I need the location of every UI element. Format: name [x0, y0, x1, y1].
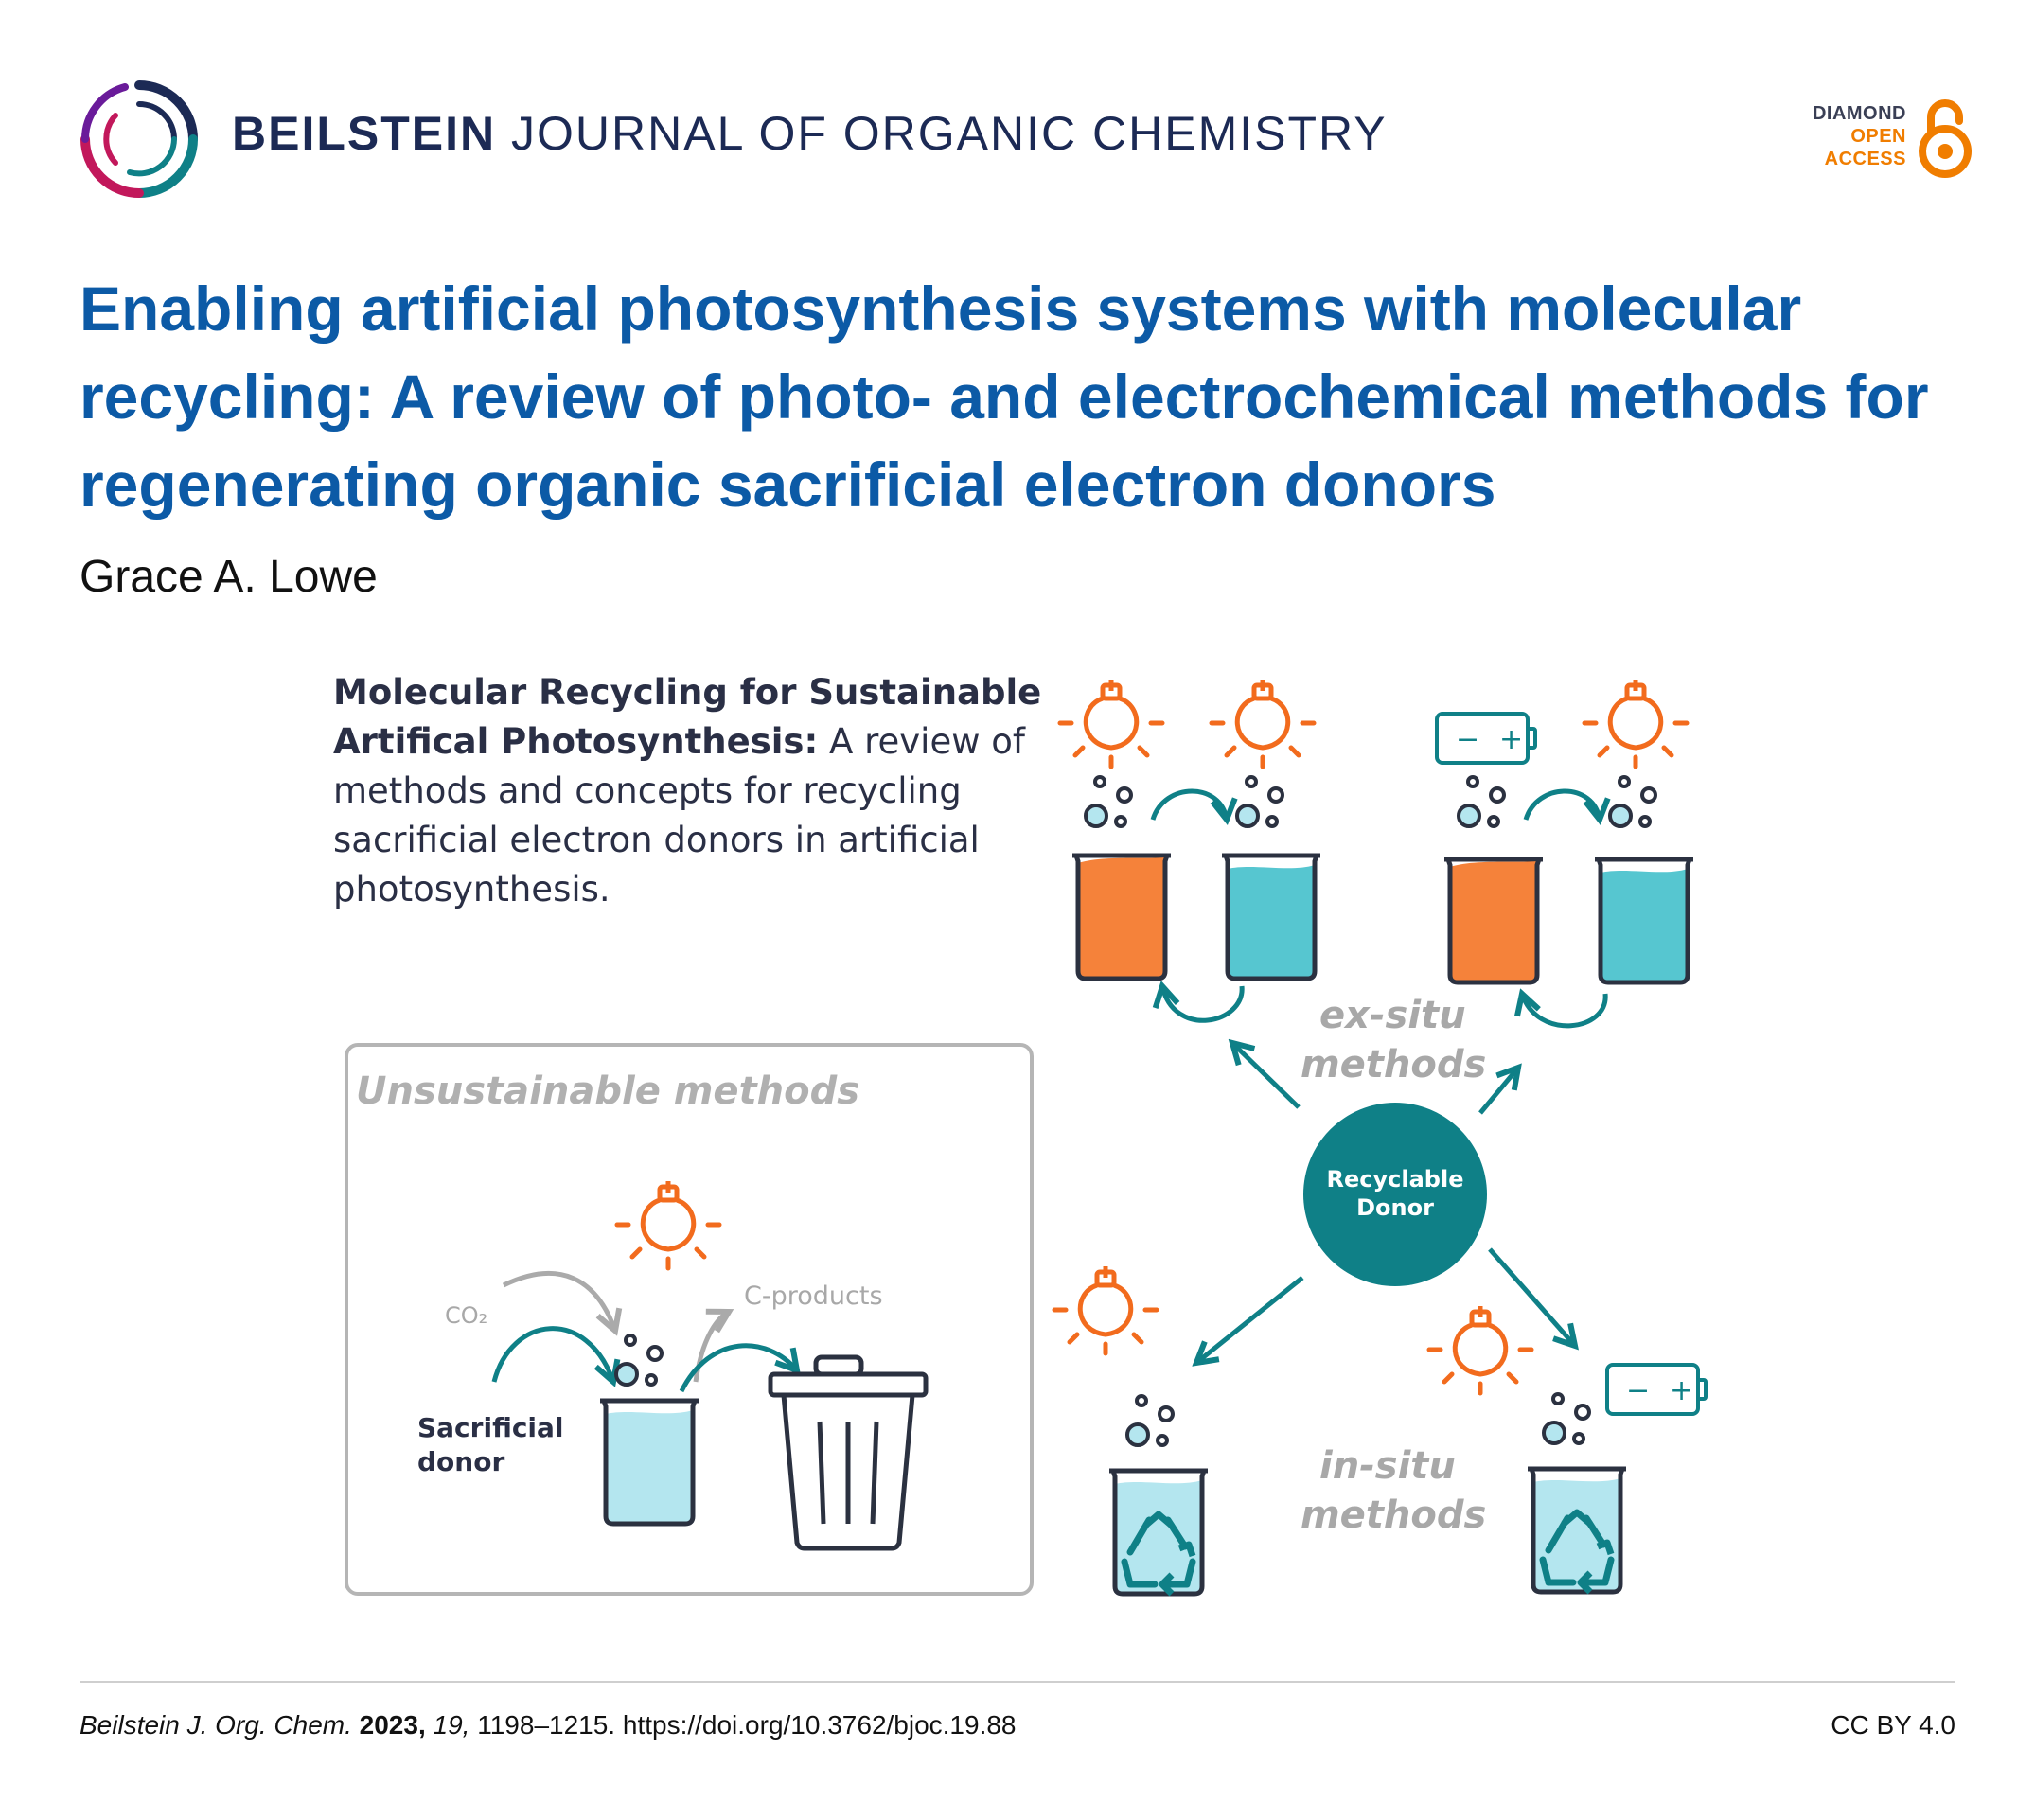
- orange-beaker-icon: [1444, 859, 1543, 982]
- journal-name: [232, 106, 1388, 161]
- footer-divider: [80, 1681, 1955, 1683]
- battery-minus-label: −: [1626, 1374, 1651, 1407]
- battery-plus-label: +: [1499, 723, 1524, 756]
- in-situ-label-1: in-situ: [1319, 1444, 1456, 1488]
- teal-beaker-icon: [1595, 859, 1693, 982]
- license-label: CC BY 4.0: [1831, 1710, 1955, 1740]
- journal-name-rest: JOURNAL OF ORGANIC CHEMISTRY: [496, 107, 1388, 160]
- citation: [80, 1710, 1017, 1740]
- open-access-lock-icon: [1918, 95, 1973, 180]
- lightbulb-icon: [1584, 680, 1687, 767]
- lightbulb-icon: [1060, 680, 1162, 767]
- summary-line-1: Molecular Recycling for Sustainable: [333, 672, 1042, 713]
- trash-bin-icon: [770, 1357, 926, 1548]
- citation-pages-doi[interactable]: 1198–1215. https://doi.org/10.3762/bjoc.19.88: [477, 1710, 1017, 1740]
- co2-label: CO₂: [445, 1302, 488, 1329]
- beaker-icon: [1109, 1471, 1208, 1594]
- battery-plus-label: +: [1670, 1374, 1694, 1407]
- citation-volume: 19,: [433, 1710, 470, 1740]
- bubbles-icon: [1127, 1396, 1173, 1445]
- oa-access-label: ACCESS: [1824, 149, 1906, 169]
- diamond-open-access-badge: [1783, 95, 1973, 180]
- journal-name-bold: BEILSTEIN: [232, 107, 497, 160]
- summary-line-3: methods and concepts for recycling: [333, 770, 962, 811]
- oa-open-label: OPEN: [1850, 126, 1906, 147]
- sacrificial-donor-label-1: Sacrificial: [417, 1412, 564, 1443]
- c-products-label: C-products: [744, 1281, 883, 1311]
- lightbulb-icon: [1212, 680, 1314, 767]
- battery-minus-label: −: [1456, 723, 1480, 756]
- center-label-1: Recyclable: [1326, 1166, 1464, 1193]
- citation-journal: Beilstein J. Org. Chem.: [80, 1710, 352, 1740]
- journal-logo-icon: [78, 78, 201, 201]
- beaker-icon: [600, 1401, 699, 1524]
- ex-situ-label-2: methods: [1301, 1043, 1487, 1087]
- article-author: Grace A. Lowe: [80, 552, 378, 602]
- unsustainable-title: Unsustainable methods: [356, 1069, 860, 1113]
- bubbles-icon: [1544, 1394, 1589, 1443]
- lightbulb-icon: [1054, 1266, 1157, 1353]
- lightbulb-icon: [1429, 1306, 1531, 1393]
- ex-situ-label-1: ex-situ: [1319, 994, 1466, 1037]
- teal-beaker-icon: [1222, 856, 1320, 979]
- citation-year: 2023,: [359, 1710, 426, 1740]
- graphical-abstract: [0, 653, 2035, 1647]
- bubbles-icon: [616, 1335, 662, 1385]
- summary-line-2: Artifical Photosynthesis: A review of: [333, 721, 1025, 762]
- lightbulb-icon: [617, 1181, 719, 1268]
- bubbles-icon: [1459, 777, 1504, 826]
- summary-line-4: sacrificial electron donors in artificial: [333, 820, 980, 860]
- beaker-icon: [1528, 1469, 1626, 1592]
- bubbles-icon: [1610, 777, 1655, 826]
- summary-line-5: photosynthesis.: [333, 869, 610, 910]
- in-situ-label-2: methods: [1301, 1493, 1487, 1537]
- bubbles-icon: [1086, 777, 1131, 826]
- center-label-2: Donor: [1356, 1194, 1434, 1221]
- sacrificial-donor-label-2: donor: [417, 1446, 505, 1477]
- article-title: Enabling artificial photosynthesis systems with molecular recycling: A review of photo- and electrochemical methods for regenerating organic sacrificial electron donors: [80, 274, 1929, 520]
- orange-beaker-icon: [1072, 856, 1171, 979]
- oa-diamond-label: DIAMOND: [1812, 103, 1906, 124]
- bubbles-icon: [1237, 777, 1283, 826]
